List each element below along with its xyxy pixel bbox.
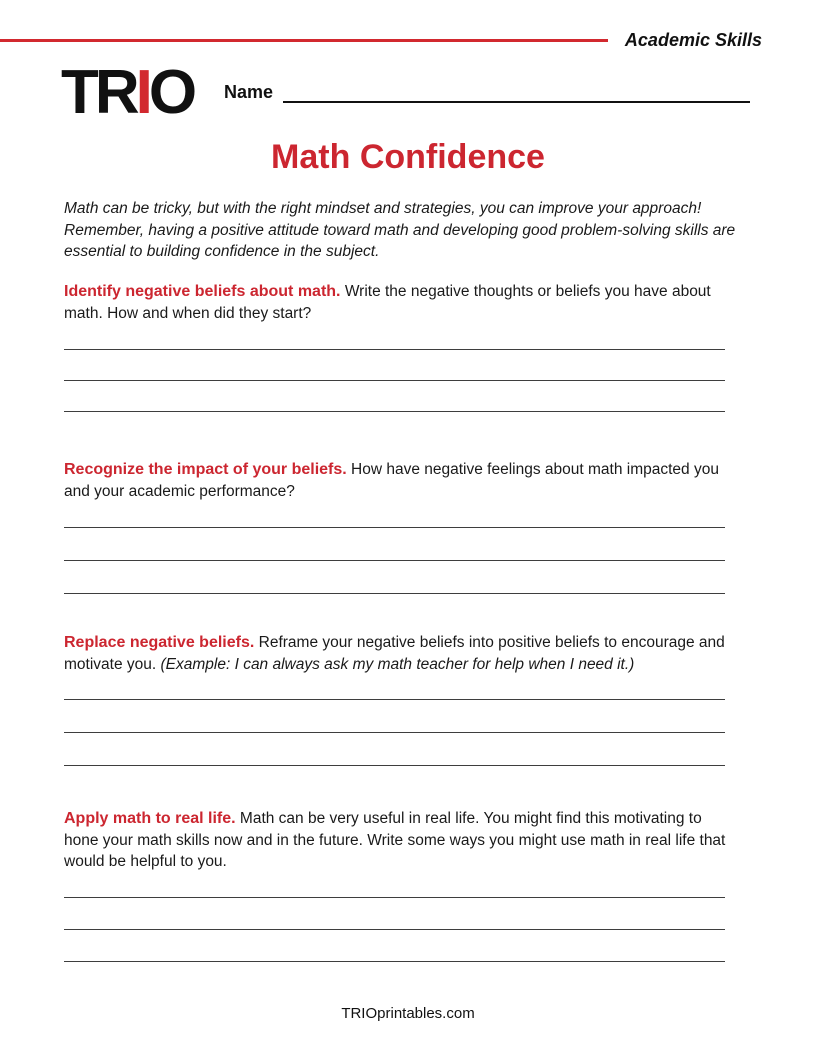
answer-lines-replace bbox=[64, 699, 725, 766]
section-heading: Apply math to real life. bbox=[64, 810, 236, 827]
section-replace-negative-beliefs bbox=[64, 632, 740, 675]
answer-lines-apply bbox=[64, 897, 725, 962]
trio-logo bbox=[61, 58, 194, 127]
answer-blank-line[interactable] bbox=[64, 527, 725, 528]
logo-part-o: O bbox=[148, 58, 194, 127]
footer-url: TRIOprintables.com bbox=[341, 1005, 475, 1022]
section-body: Math can be very useful in real life. You might find this motivating to hone your math skills now and in the future. Write some ways you might use math in real life that would be helpful to you. bbox=[64, 810, 726, 870]
answer-blank-line[interactable] bbox=[64, 560, 725, 561]
section-body: How have negative feelings about math impacted you and your academic performance? bbox=[64, 461, 719, 500]
section-apply-math-real-life bbox=[64, 808, 740, 873]
section-heading: Recognize the impact of your beliefs. bbox=[64, 461, 347, 478]
name-label: Name bbox=[224, 82, 274, 102]
name-blank-line[interactable] bbox=[283, 85, 750, 103]
section-identify-negative-beliefs bbox=[64, 281, 740, 324]
section-heading: Replace negative beliefs. bbox=[64, 634, 255, 651]
answer-blank-line[interactable] bbox=[64, 411, 725, 412]
answer-blank-line[interactable] bbox=[64, 897, 725, 898]
answer-blank-line[interactable] bbox=[64, 765, 725, 766]
answer-blank-line[interactable] bbox=[64, 593, 725, 594]
section-body: Reframe your negative beliefs into positive beliefs to encourage and motivate you. bbox=[64, 634, 725, 673]
section-body: Write the negative thoughts or beliefs you have about math. How and when did they start? bbox=[64, 283, 711, 322]
worksheet-title: Math Confidence bbox=[271, 138, 545, 176]
logo-part-i: I bbox=[135, 58, 149, 127]
answer-blank-line[interactable] bbox=[64, 349, 725, 350]
section-recognize-impact bbox=[64, 459, 740, 502]
answer-lines-recognize bbox=[64, 527, 725, 594]
section-example: (Example: I can always ask my math teacher for help when I need it.) bbox=[160, 655, 635, 673]
section-heading: Identify negative beliefs about math. bbox=[64, 283, 341, 300]
intro-paragraph: Math can be tricky, but with the right mindset and strategies, you can improve your approach! Remember, having a positive attitude toward math and developing good problem-solving skills are essential to building confidence in the subject. bbox=[64, 200, 736, 260]
answer-blank-line[interactable] bbox=[64, 699, 725, 700]
answer-lines-identify bbox=[64, 349, 725, 412]
logo-part-tr: TR bbox=[61, 58, 136, 127]
answer-blank-line[interactable] bbox=[64, 732, 725, 733]
category-label: Academic Skills bbox=[624, 30, 762, 50]
header-rule bbox=[0, 39, 608, 42]
answer-blank-line[interactable] bbox=[64, 929, 725, 930]
answer-blank-line[interactable] bbox=[64, 380, 725, 381]
answer-blank-line[interactable] bbox=[64, 961, 725, 962]
